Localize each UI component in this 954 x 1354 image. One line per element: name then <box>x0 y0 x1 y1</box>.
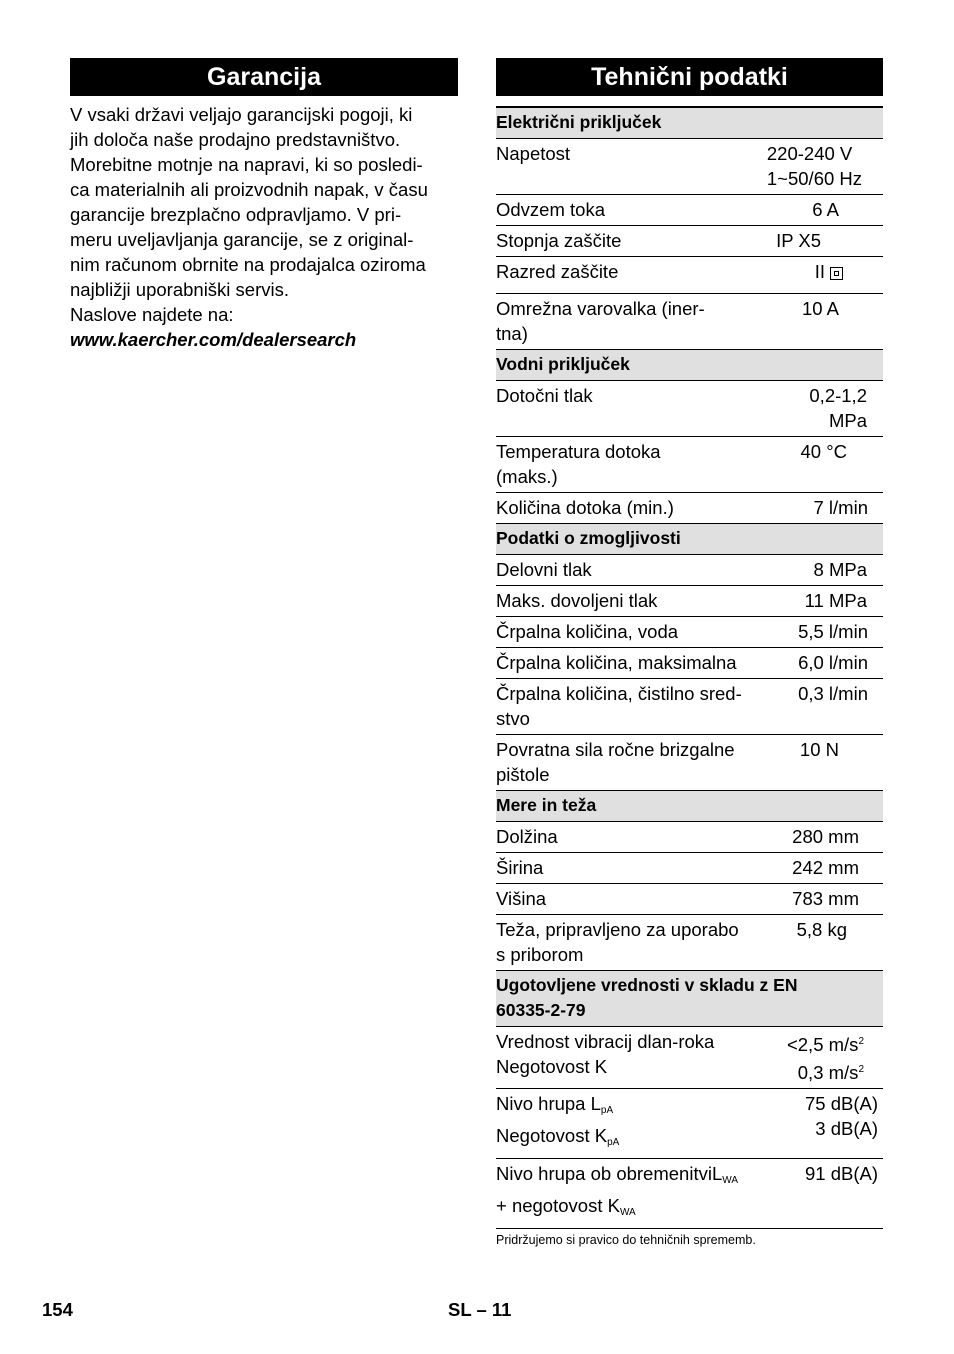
row-value: 10 N <box>767 735 883 791</box>
technical-changes-note: Pridržujemo si pravico do tehničnih sprememb. <box>496 1233 756 1247</box>
row-label <box>496 915 767 971</box>
text-line: Naslove najdete na: <box>70 304 234 325</box>
value-line: 220-240 V <box>766 143 853 164</box>
row-value: 783 mm <box>767 884 883 915</box>
row-label <box>496 437 767 493</box>
subscript: WA <box>722 1175 738 1186</box>
label-line: (maks.) <box>496 466 558 487</box>
row-value: IP X5 <box>767 226 883 257</box>
row-label <box>496 1027 767 1089</box>
row-label: Delovni tlak <box>496 555 767 586</box>
subscript: WA <box>619 1207 636 1218</box>
section-row <box>496 524 883 555</box>
row-label: Dolžina <box>496 822 767 853</box>
row-value <box>767 257 883 294</box>
row-value: 280 mm <box>767 822 883 853</box>
row-value: 0,2-1,2 MPa <box>767 381 883 437</box>
table-row <box>496 226 883 257</box>
section-label: Podatki o zmogljivosti <box>496 524 883 555</box>
subscript: pA <box>607 1137 620 1148</box>
section-label <box>496 971 883 1027</box>
row-label: Stopnja zaščite <box>496 226 767 257</box>
section-label: Električni priključek <box>496 107 883 139</box>
row-value: 242 mm <box>767 853 883 884</box>
table-row <box>496 294 883 350</box>
label-line: Črpalna količina, čistilno sred- <box>496 683 742 704</box>
row-value <box>767 139 883 195</box>
section-row <box>496 350 883 381</box>
text-line: nim računom obrnite na prodajalca oziroma <box>70 254 426 275</box>
label-line: Povratna sila ročne brizgalne <box>496 739 735 760</box>
value-line: 75 dB(A) <box>804 1093 878 1114</box>
table-row <box>496 853 883 884</box>
table-row <box>496 437 883 493</box>
table-row <box>496 586 883 617</box>
row-label <box>496 294 767 350</box>
label-line: Nivo hrupa L <box>496 1093 601 1114</box>
label-line: + negotovost K <box>496 1195 620 1216</box>
warranty-heading: Garancija <box>70 58 458 96</box>
table-row <box>496 679 883 735</box>
row-label: Odvzem toka <box>496 195 767 226</box>
row-label: Dotočni tlak <box>496 381 767 437</box>
label-line: Nivo hrupa ob obremenitviL <box>496 1163 723 1184</box>
section-label-line: 60335-2-79 <box>496 1000 586 1020</box>
label-line: Temperatura dotoka <box>496 441 661 462</box>
row-value: 40 °C <box>767 437 883 493</box>
table-row <box>496 1159 883 1229</box>
row-label: Višina <box>496 884 767 915</box>
text-line: jih določa naše prodajno predstavništvo. <box>70 129 401 150</box>
section-label: Mere in teža <box>496 791 883 822</box>
table-row <box>496 139 883 195</box>
label-line: stvo <box>496 708 530 729</box>
subscript: pA <box>600 1105 614 1116</box>
row-label: Črpalna količina, voda <box>496 617 767 648</box>
superscript: 2 <box>858 1036 864 1047</box>
table-row <box>496 555 883 586</box>
technical-data-heading: Tehnični podatki <box>496 58 883 96</box>
value-line: 0,3 m/s <box>797 1062 859 1083</box>
label-line: tna) <box>496 323 528 344</box>
row-label <box>496 1089 767 1159</box>
table-row <box>496 257 883 294</box>
section-row <box>496 971 883 1027</box>
section-label-line: Ugotovljene vrednosti v skladu z EN <box>496 975 798 995</box>
row-label: Maks. dovoljeni tlak <box>496 586 767 617</box>
section-row <box>496 791 883 822</box>
table-row <box>496 617 883 648</box>
text-line: ca materialnih ali proizvodnih napak, v času <box>70 179 428 200</box>
table-row <box>496 822 883 853</box>
dealer-search-link[interactable]: www.kaercher.com/dealersearch <box>70 329 357 350</box>
text-line: Morebitne motnje na napravi, ki so posledi- <box>70 154 423 175</box>
row-value: 7 l/min <box>767 493 883 524</box>
table-row <box>496 648 883 679</box>
label-line: Omrežna varovalka (iner- <box>496 298 705 319</box>
row-value: 8 MPa <box>767 555 883 586</box>
spec-table <box>496 106 883 1229</box>
row-label: Razred zaščite <box>496 257 767 294</box>
row-value: 10 A <box>767 294 883 350</box>
row-value: 91 dB(A) <box>767 1159 883 1229</box>
warranty-text <box>70 102 458 352</box>
label-line: Negotovost K <box>496 1125 608 1146</box>
row-value: 0,3 l/min <box>767 679 883 735</box>
row-value: 6,0 l/min <box>767 648 883 679</box>
text-line: V vsaki državi veljajo garancijski pogoji, ki <box>70 104 413 125</box>
label-line: Negotovost K <box>496 1056 608 1077</box>
table-row <box>496 1089 883 1159</box>
table-row <box>496 195 883 226</box>
value-line: 1~50/60 Hz <box>766 168 863 189</box>
protection-class-2-icon <box>830 267 843 280</box>
label-line: s priborom <box>496 944 584 965</box>
text-line: najbližji uporabniški servis. <box>70 279 290 300</box>
table-row <box>496 735 883 791</box>
text-line: garancije brezplačno odpravljamo. V pri- <box>70 204 402 225</box>
row-value: 5,5 l/min <box>767 617 883 648</box>
row-value: 11 MPa <box>767 586 883 617</box>
page-number: 154 <box>42 1299 73 1320</box>
label-line: Teža, pripravljeno za uporabo <box>496 919 739 940</box>
row-value: 6 A <box>767 195 883 226</box>
value-text: II <box>814 261 825 282</box>
table-row <box>496 884 883 915</box>
value-line: <2,5 m/s <box>786 1034 859 1055</box>
warranty-section <box>70 58 458 352</box>
table-row <box>496 381 883 437</box>
row-label <box>496 735 767 791</box>
row-label: Napetost <box>496 139 767 195</box>
row-label: Širina <box>496 853 767 884</box>
label-line: Vrednost vibracij dlan-roka <box>496 1031 715 1052</box>
text-line: meru uveljavljanja garancije, se z original- <box>70 229 414 250</box>
row-label: Črpalna količina, maksimalna <box>496 648 767 679</box>
row-value <box>767 1027 883 1089</box>
section-label: Vodni priključek <box>496 350 883 381</box>
row-label <box>496 679 767 735</box>
technical-data-section <box>496 58 883 1247</box>
value-line: 3 dB(A) <box>815 1118 878 1139</box>
table-row <box>496 493 883 524</box>
table-row <box>496 915 883 971</box>
language-page-label: SL – 11 <box>448 1299 512 1320</box>
row-label <box>496 1159 767 1229</box>
row-label: Količina dotoka (min.) <box>496 493 767 524</box>
label-line: pištole <box>496 764 550 785</box>
row-value <box>767 1089 883 1159</box>
row-value: 5,8 kg <box>767 915 883 971</box>
table-row <box>496 1027 883 1089</box>
section-row <box>496 107 883 139</box>
superscript: 2 <box>858 1064 864 1075</box>
